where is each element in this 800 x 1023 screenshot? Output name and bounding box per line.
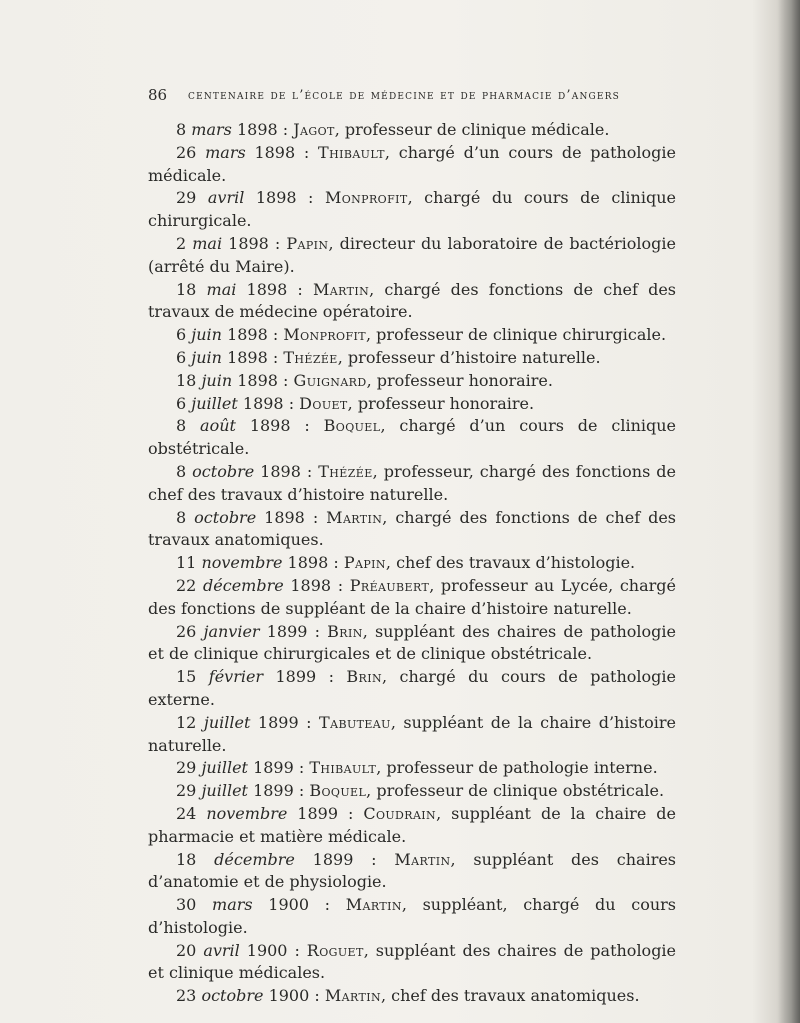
entry-year: 1898 (242, 393, 284, 413)
entry-role: , chargé du cours de clinique chirurgicale. (148, 188, 676, 231)
entry-year: 1899 (275, 667, 317, 687)
appointment-entry (148, 940, 676, 986)
entry-separator: : (309, 895, 346, 915)
entry-month: octobre (201, 986, 264, 1006)
page-header (148, 86, 658, 106)
entry-person: Monprofit (283, 325, 366, 345)
entry-year: 1898 (260, 461, 301, 481)
appointments-list (148, 119, 676, 1008)
appointment-entry (148, 985, 676, 1008)
entry-day: 8 (176, 416, 187, 436)
entry-role: , suppléant des chaires de pathologie et clinique médicales. (148, 940, 677, 983)
entry-separator: : (328, 553, 344, 573)
entry-role: , suppléant des chaires de pathologie et de clinique chirurgicales et de clinique obstétricale. (148, 621, 676, 664)
entry-day: 8 (176, 507, 187, 527)
entry-day: 6 (176, 325, 187, 345)
entry-separator: : (309, 986, 325, 1006)
entry-role: , suppléant des chaires d’anatomie et de physiologie. (148, 849, 677, 892)
entry-month: octobre (192, 461, 255, 481)
entry-role: , professeur de clinique médicale. (334, 120, 610, 139)
entry-person: Thibault (309, 758, 377, 778)
entry-day: 26 (176, 142, 197, 162)
appointment-entry (148, 370, 676, 393)
entry-year: 1898 (228, 233, 269, 253)
entry-month: juillet (191, 393, 238, 413)
entry-person: Papin (286, 233, 329, 253)
entry-separator: : (277, 370, 294, 390)
entry-role: , professeur d’histoire naturelle. (337, 347, 601, 367)
entry-person: Martin (324, 986, 381, 1006)
entry-separator: : (295, 142, 319, 162)
appointment-entry (148, 712, 676, 758)
entry-year: 1898 (264, 507, 305, 527)
entry-role: , chef des travaux anatomiques. (380, 986, 640, 1006)
entry-role: , chargé du cours de pathologie externe. (148, 667, 676, 709)
entry-person: Tabuteau (319, 712, 391, 732)
entry-day: 8 (176, 120, 187, 139)
entry-separator: : (267, 347, 284, 367)
entry-day: 23 (176, 986, 197, 1006)
entry-year: 1900 (268, 986, 310, 1006)
entry-separator: : (283, 393, 300, 413)
entry-person: Thézée (318, 461, 373, 481)
entry-separator: : (293, 781, 310, 801)
entry-person: Monprofit (324, 188, 408, 208)
entry-month: avril (207, 188, 245, 208)
entry-month: janvier (203, 621, 260, 641)
entry-role: , chargé des fonctions de chef des travaux anatomiques. (148, 507, 677, 550)
appointment-entry (148, 894, 676, 940)
entry-role: , suppléant, chargé du cours d’histologie. (148, 895, 676, 937)
entry-day: 29 (176, 758, 197, 778)
entry-separator: : (307, 621, 328, 641)
entry-year: 1899 (312, 849, 354, 869)
entry-month: février (208, 667, 264, 687)
entry-person: Jagot (293, 120, 335, 139)
entry-month: décembre (214, 849, 295, 869)
entry-day: 22 (176, 575, 197, 595)
entry-month: juin (201, 370, 233, 390)
entry-year: 1899 (266, 621, 308, 641)
entry-role: , chargé d’un cours de clinique obstétricale. (148, 416, 677, 459)
entry-day: 18 (176, 370, 197, 390)
entry-month: novembre (206, 803, 288, 823)
entry-year: 1899 (257, 712, 299, 732)
entry-month: juillet (201, 758, 248, 778)
entry-person: Martin (312, 279, 370, 299)
entry-separator: : (287, 940, 307, 960)
entry-month: mars (205, 142, 246, 162)
entry-role: , directeur du laboratoire de bactériologie (arrêté du Maire). (148, 233, 676, 276)
entry-year: 1898 (249, 416, 291, 436)
entry-person: Papin (343, 553, 386, 573)
entry-month: août (200, 416, 236, 436)
entry-year: 1898 (236, 120, 278, 139)
page-number: 86 (148, 86, 168, 104)
entry-role: , professeur honoraire. (347, 393, 535, 413)
entry-person: Thibault (318, 142, 385, 162)
appointment-entry (148, 780, 676, 803)
entry-separator: : (298, 712, 320, 732)
entry-role: , professeur, chargé des fonctions de chef des travaux d’histoire naturelle. (148, 461, 676, 504)
appointment-entry (148, 187, 676, 233)
entry-year: 1900 (246, 940, 288, 960)
appointment-entry (148, 119, 676, 142)
entry-year: 1898 (227, 325, 268, 345)
entry-month: mars (212, 895, 253, 915)
entry-role: , chef des travaux d’histologie. (385, 553, 636, 573)
entry-day: 20 (176, 940, 197, 960)
entry-year: 1898 (246, 279, 288, 299)
appointment-entry (148, 757, 676, 780)
entry-person: Roguet (306, 940, 364, 960)
entry-year: 1900 (268, 895, 309, 915)
entry-person: Martin (394, 849, 451, 869)
entry-role: , chargé des fonctions de chef des travaux de médecine opératoire. (148, 279, 677, 322)
entry-person: Martin (345, 895, 402, 915)
entry-role: , professeur de clinique obstétricale. (366, 781, 665, 801)
entry-day: 6 (176, 347, 187, 367)
entry-role: , suppléant de la chaire de pharmacie et matière médicale. (148, 803, 676, 846)
entry-month: octobre (194, 507, 257, 527)
appointment-entry (148, 233, 676, 279)
entry-separator: : (267, 325, 284, 345)
entry-month: mai (206, 279, 237, 299)
entry-separator: : (290, 416, 324, 436)
entry-month: avril (203, 940, 240, 960)
entry-separator: : (304, 507, 327, 527)
entry-year: 1899 (253, 781, 294, 801)
entry-person: Boquel (309, 781, 367, 801)
entry-day: 12 (176, 712, 197, 732)
entry-day: 15 (176, 667, 197, 687)
entry-year: 1898 (290, 575, 332, 595)
entry-month: mars (191, 120, 232, 139)
running-title: centenaire de l’école de médecine et de pharmacie d’angers (188, 88, 621, 103)
appointment-entry (148, 415, 676, 461)
entry-day: 30 (176, 895, 197, 915)
appointment-entry (148, 279, 676, 325)
entry-person: Brin (346, 667, 383, 687)
appointment-entry (148, 142, 676, 188)
entry-month: décembre (203, 575, 284, 595)
entry-day: 11 (176, 553, 197, 573)
entry-role: , professeur de clinique chirurgicale. (366, 325, 667, 345)
appointment-entry (148, 552, 676, 575)
entry-year: 1898 (227, 347, 268, 367)
entry-day: 2 (176, 233, 187, 253)
entry-role: , professeur au Lycée, chargé des fonctions de suppléant de la chaire d’histoire naturelle. (148, 575, 676, 618)
entry-separator: : (293, 758, 310, 778)
appointment-entry (148, 324, 676, 347)
entry-person: Coudrain (363, 803, 437, 823)
entry-year: 1898 (255, 188, 297, 208)
entry-person: Douet (299, 393, 348, 413)
entry-year: 1898 (254, 142, 296, 162)
entry-separator: : (296, 188, 325, 208)
entry-role: , professeur honoraire. (366, 370, 553, 390)
entry-year: 1898 (287, 553, 329, 573)
entry-year: 1899 (297, 803, 338, 823)
entry-day: 8 (176, 461, 187, 481)
entry-person: Thézée (283, 347, 338, 367)
appointment-entry (148, 347, 676, 370)
entry-separator: : (331, 575, 350, 595)
entry-person: Martin (326, 507, 383, 527)
entry-month: juillet (201, 781, 248, 801)
entry-separator: : (268, 233, 287, 253)
appointment-entry (148, 507, 676, 553)
appointment-entry (148, 575, 676, 621)
entry-role: , suppléant de la chaire d’histoire naturelle. (148, 712, 676, 755)
entry-separator: : (316, 667, 347, 687)
appointment-entry (148, 461, 676, 507)
entry-month: mai (192, 233, 223, 253)
appointment-entry (148, 621, 676, 667)
entry-person: Guignard (293, 370, 367, 390)
binding-shadow (778, 0, 800, 1023)
entry-day: 26 (176, 621, 197, 641)
entry-role: , professeur de pathologie interne. (376, 758, 658, 778)
entry-month: juillet (203, 712, 251, 732)
entry-day: 18 (176, 849, 197, 869)
entry-separator: : (277, 120, 294, 139)
entry-separator: : (300, 461, 319, 481)
entry-day: 29 (176, 781, 197, 801)
entry-month: juin (191, 325, 222, 345)
appointment-entry (148, 803, 676, 849)
appointment-entry (148, 393, 676, 416)
entry-role: , chargé d’un cours de pathologie médicale. (148, 142, 677, 185)
appointment-entry (148, 666, 676, 712)
entry-month: juin (191, 347, 222, 367)
entry-separator: : (353, 849, 395, 869)
entry-day: 6 (176, 393, 187, 413)
entry-day: 29 (176, 188, 197, 208)
appointment-entry (148, 849, 676, 895)
entry-day: 18 (176, 279, 197, 299)
entry-separator: : (287, 279, 313, 299)
entry-month: novembre (201, 553, 283, 573)
entry-year: 1899 (253, 758, 294, 778)
entry-day: 24 (176, 803, 197, 823)
entry-person: Boquel (323, 416, 381, 436)
entry-person: Préaubert (349, 575, 430, 595)
entry-separator: : (338, 803, 364, 823)
entry-person: Brin (327, 621, 363, 641)
entry-year: 1898 (237, 370, 278, 390)
